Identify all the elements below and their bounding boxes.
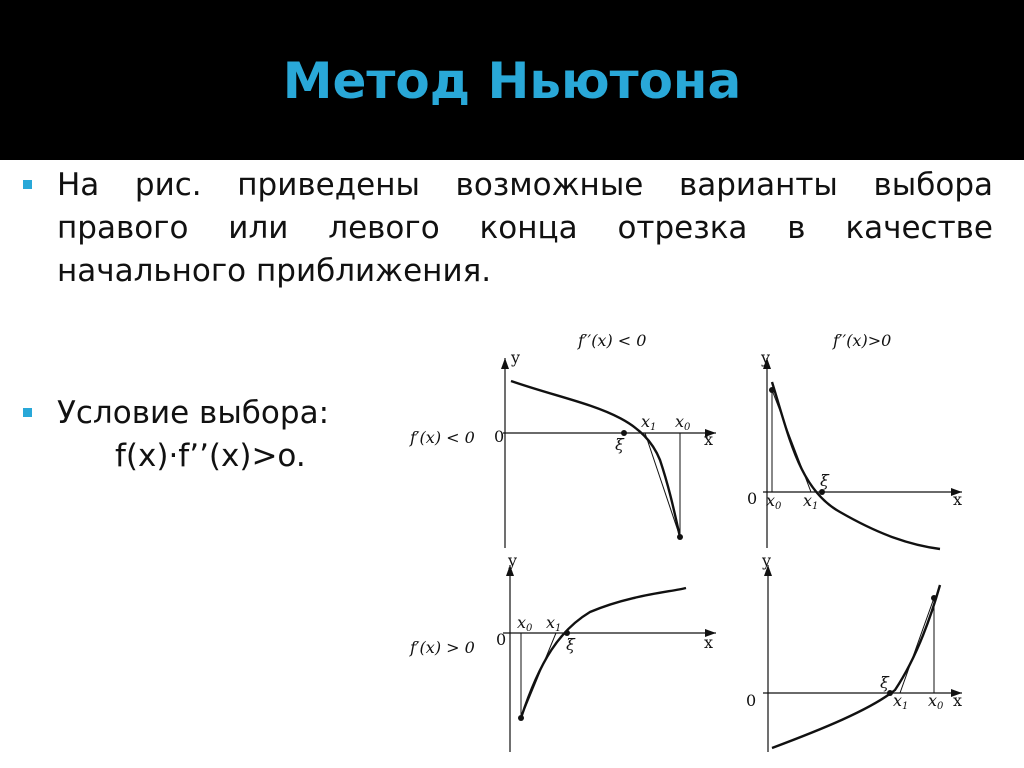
- origin-label: 0: [746, 691, 757, 710]
- xi-label: ξ: [820, 471, 829, 490]
- slide-title: Метод Ньютона: [282, 52, 742, 110]
- axis-x-label: x: [953, 691, 963, 710]
- intro-line: На рис. приведены возможные варианты выбора: [57, 167, 993, 203]
- curve-top-left: [511, 381, 680, 537]
- axis-y-label: y: [761, 348, 771, 367]
- figure-labels: [409, 331, 962, 712]
- origin-label: 0: [747, 489, 758, 508]
- condition-formula: f(x)·f’’(x)>o.: [115, 438, 306, 474]
- tangent-line: [900, 598, 934, 693]
- row-label-bottom: f′(x) > 0: [410, 638, 475, 657]
- axis-y-label: y: [762, 551, 772, 570]
- xi-label: ξ: [880, 673, 889, 692]
- origin-label: 0: [494, 427, 505, 446]
- axis-x-label: x: [704, 430, 714, 449]
- origin-label: 0: [496, 630, 507, 649]
- xi-label: ξ: [615, 435, 624, 454]
- start-point: [931, 595, 937, 601]
- x1-label: x1: [893, 691, 909, 712]
- x0-label: x0: [766, 491, 782, 512]
- x0-label: x0: [928, 691, 944, 712]
- axis-y-label: y: [511, 348, 521, 367]
- tangent-lines: [521, 390, 934, 718]
- intro-line: правого или левого конца отрезка в качестве: [57, 210, 993, 246]
- x1-label: x1: [546, 613, 562, 634]
- newton-method-figure: [0, 160, 1024, 768]
- axis-x-label: x: [953, 490, 963, 509]
- slide-content: [0, 160, 1024, 768]
- start-point: [518, 715, 524, 721]
- x1-label: x1: [803, 491, 819, 512]
- curve-top-right: [772, 382, 940, 549]
- tangent-line: [645, 433, 680, 537]
- curve-bottom-right: [772, 585, 940, 748]
- curve-bottom-left: [521, 588, 686, 718]
- row-label-top: f′(x) < 0: [410, 428, 475, 447]
- intro-line: начального приближения.: [57, 253, 492, 289]
- points: [518, 387, 937, 721]
- tangent-line: [772, 390, 811, 492]
- header-right: f′′(x)>0: [833, 331, 892, 350]
- start-point: [769, 387, 775, 393]
- start-point: [677, 534, 683, 540]
- axis-x-label: x: [704, 633, 714, 652]
- x1-label: x1: [641, 412, 657, 433]
- axis-y-label: y: [508, 551, 518, 570]
- arrow-icon: [501, 358, 509, 369]
- tangent-line: [521, 633, 556, 718]
- x0-label: x0: [675, 412, 691, 433]
- xi-label: ξ: [566, 635, 575, 654]
- header-left: f′′(x) < 0: [578, 331, 647, 350]
- x0-label: x0: [517, 613, 533, 634]
- paragraph-condition-label: Условие выбора:: [57, 395, 330, 431]
